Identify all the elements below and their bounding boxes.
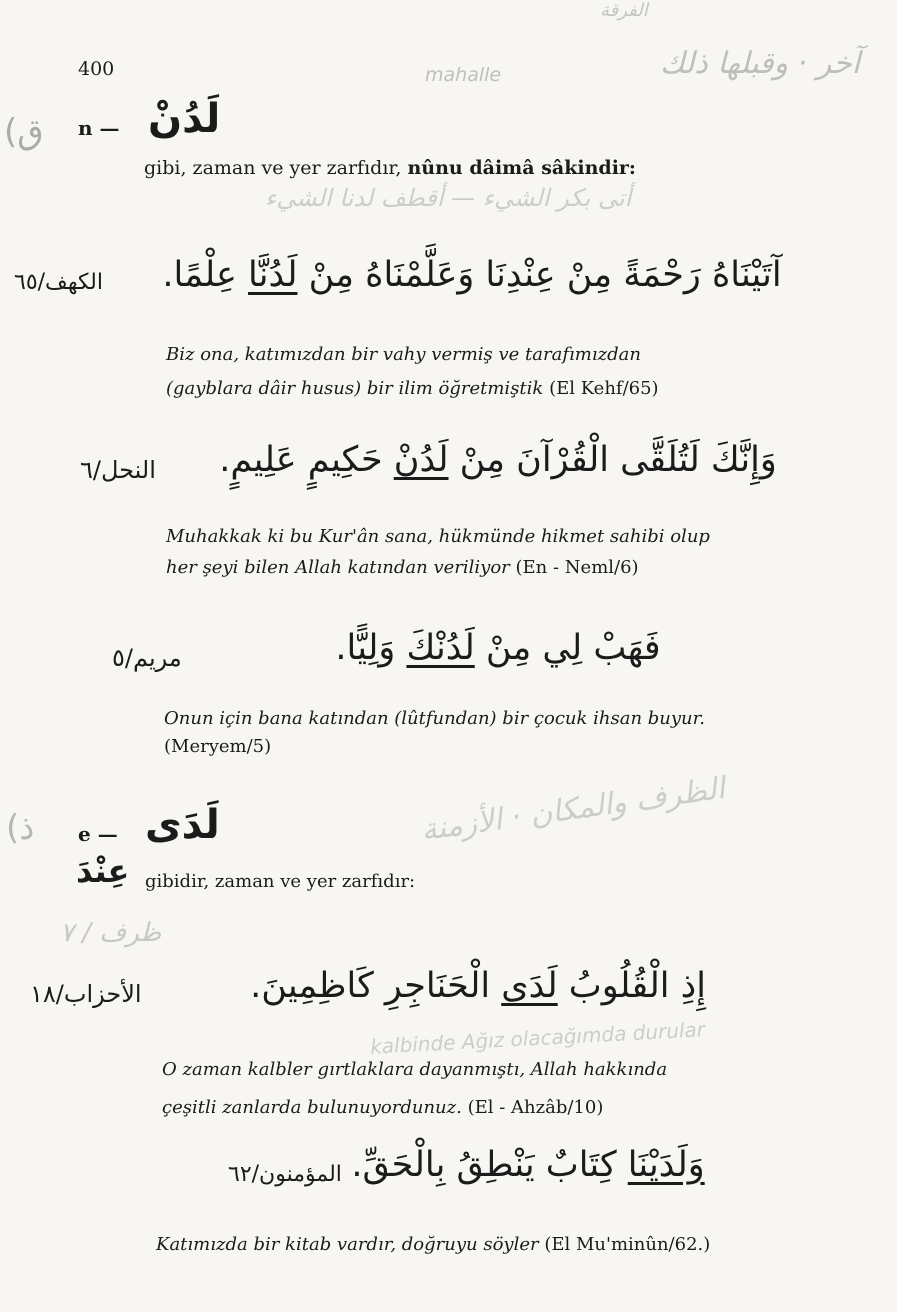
verse4-arabic-before: إِذِ الْقُلُوبُ [557, 966, 706, 1006]
verse4-translation-line2 [162, 1097, 603, 1118]
verse1-translation-line2 [166, 378, 659, 399]
verse1-translation-text: (gayblara dâir husus) bir ilim öğretmiştik [166, 378, 544, 399]
margin-mark-1: (ق [4, 112, 44, 152]
verse1-arabic [162, 255, 782, 295]
section2-arabic-word: لَدَى [145, 802, 220, 848]
verse3-arabic [288, 628, 708, 668]
verse4-arabic [228, 966, 728, 1006]
section1-intro-text: gibi, zaman ve yer zarfıdır, [144, 157, 408, 179]
handwritten-note-top-right: آخر · وقبلها ذلك [660, 46, 861, 81]
verse3-arabic-underlined: لَدُنْكَ [406, 628, 475, 668]
verse4-source: (El - Ahzâb/10) [467, 1097, 604, 1118]
verse3-arabic-after: وَلِيًّا. [335, 628, 407, 668]
handwritten-note-upper: أتى بكر الشيء — أقطف لدنا الشيء [265, 184, 632, 212]
section1-intro-bold: nûnu dâimâ sâkindir: [407, 157, 636, 179]
section1-label: n — [78, 116, 120, 140]
verse2-arabic [218, 440, 778, 480]
verse2-arabic-before: وَإِنَّكَ لَتُلَقَّى الْقُرْآنَ مِنْ [448, 440, 777, 480]
handwritten-note-lower-left: ظرف / ٧ [60, 918, 162, 948]
section2-label: e — [78, 822, 118, 846]
verse2-arabic-underlined: لَدُنْ [393, 440, 449, 480]
verse4-reference-arabic: الأحزاب/١٨ [30, 980, 142, 1008]
section2-intro-text: gibidir, zaman ve yer zarfıdır: [145, 871, 416, 892]
verse4-arabic-underlined: لَدَى [501, 966, 558, 1006]
verse3-reference-arabic: مريم/٥ [112, 644, 182, 672]
verse4-arabic-after: الْحَنَاجِرِ كَاظِمِينَ. [250, 966, 502, 1006]
handwritten-latin-overline: kalbinde Ağız olacağımda durular [369, 1017, 706, 1059]
verse2-translation-line1: Muhakkak ki bu Kur'ân sana, hükmünde hikmet sahibi olup [166, 526, 710, 547]
verse1-reference-arabic: الكهف/٦٥ [14, 270, 103, 295]
verse1-arabic-after: عِلْمًا. [162, 255, 249, 295]
verse5-arabic-after: كِتَابٌ يَنْطِقُ بِالْحَقِّ. [351, 1145, 628, 1185]
verse1-arabic-underlined: لَدُنَّا [248, 255, 298, 295]
verse5-arabic-underlined: وَلَدَيْنَا [627, 1145, 705, 1185]
verse5-source: (El Mu'minûn/62.) [544, 1234, 711, 1255]
page-number: 400 [78, 58, 115, 80]
verse1-translation-line1: Biz ona, katımızdan bir vahy vermiş ve tarafımızdan [166, 344, 641, 365]
verse5-reference-arabic: المؤمنون/٦٢ [228, 1162, 342, 1187]
verse2-translation-line2 [166, 557, 639, 578]
verse4-translation-text: çeşitli zanlarda bulunuyordunuz. [162, 1097, 462, 1118]
verse2-reference-arabic: النحل/٦ [80, 456, 156, 484]
section1-arabic-word: لَدُنْ [148, 96, 221, 142]
verse2-source: (En - Neml/6) [515, 557, 639, 578]
verse2-translation-text: her şeyi bilen Allah katından veriliyor [166, 557, 510, 578]
section2-intro-arabic: عِنْدَ [76, 852, 130, 890]
margin-mark-2: (ذ [6, 808, 35, 848]
verse5-translation-text: Katımızda bir kitab vardır, doğruyu söyler [156, 1234, 539, 1255]
verse3-source: (Meryem/5) [164, 736, 272, 757]
handwritten-note-top: الفرقة [600, 0, 648, 21]
handwritten-latin-note: mahalle [425, 64, 502, 86]
verse3-translation-line1: Onun için bana katından (lûtfundan) bir çocuk ihsan buyur. [164, 708, 705, 729]
verse1-source: (El Kehf/65) [549, 378, 659, 399]
verse4-translation-line1: O zaman kalbler gırtlaklara dayanmıştı, Allah hakkında [162, 1059, 668, 1080]
handwritten-note-middle: الظرف والمكان · الأزمنة [419, 770, 728, 849]
section1-intro [144, 157, 636, 179]
verse2-arabic-after: حَكِيمٍ عَلِيمٍ. [219, 440, 394, 480]
verse5-translation-line1 [156, 1234, 710, 1255]
verse5-arabic [318, 1145, 738, 1185]
verse3-arabic-before: فَهَبْ لِي مِنْ [474, 628, 661, 668]
verse1-arabic-before: آتَيْنَاهُ رَحْمَةً مِنْ عِنْدِنَا وَعَلَّمْنَاهُ مِنْ [297, 255, 782, 295]
